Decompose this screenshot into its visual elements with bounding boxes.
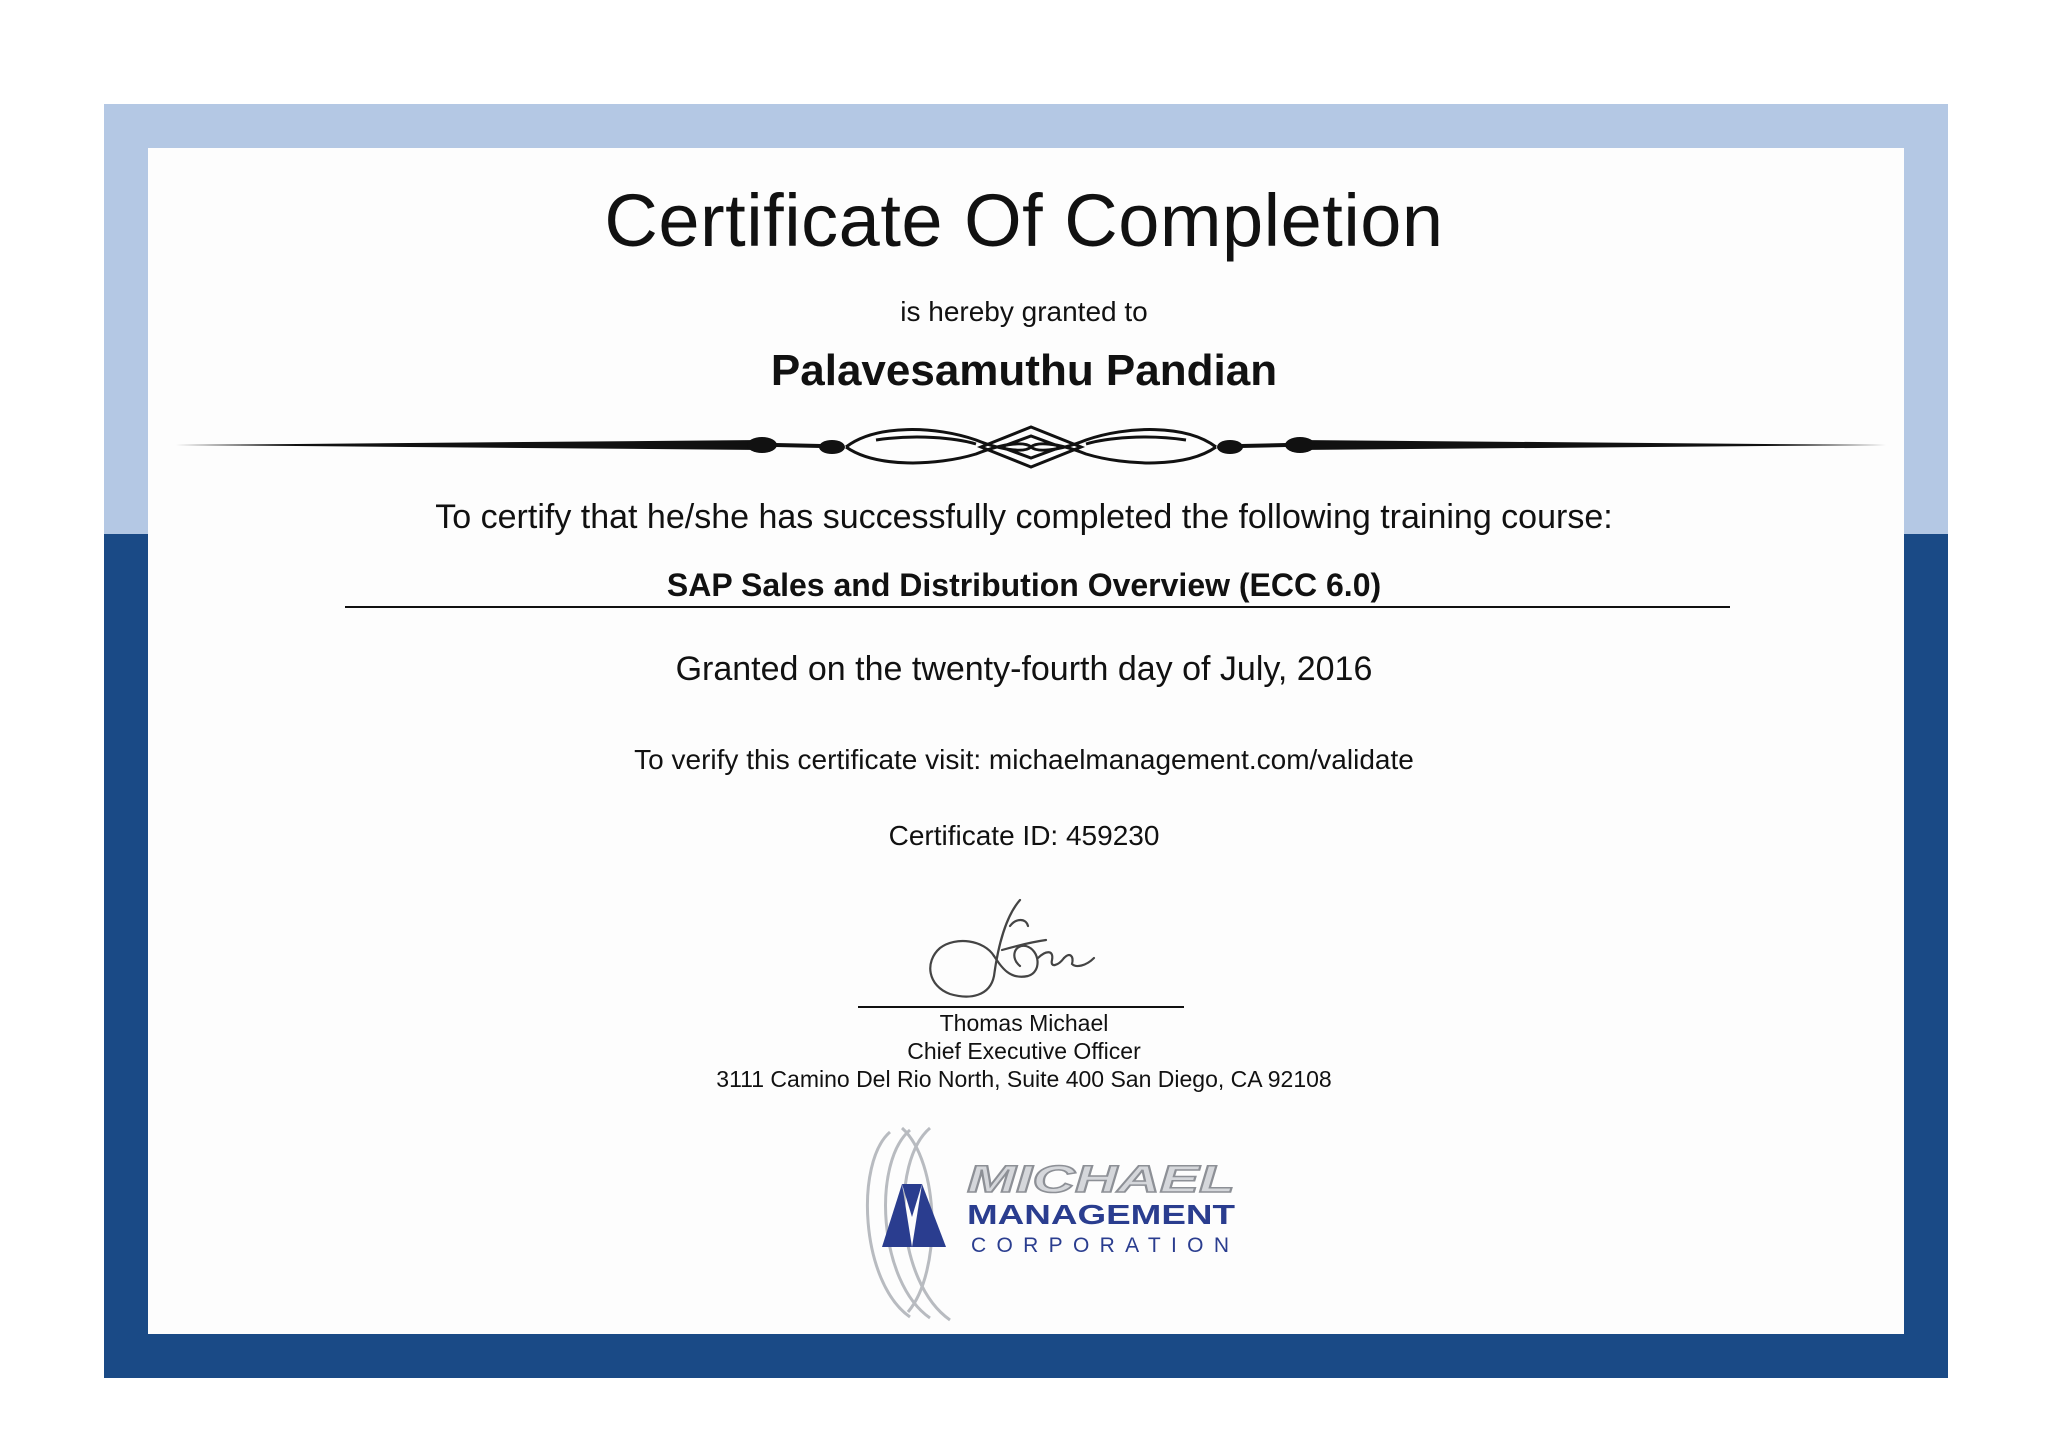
logo-line-3: CORPORATION <box>971 1234 1229 1257</box>
certificate-title: Certificate Of Completion <box>604 179 1444 262</box>
certify-statement: To certify that he/she has successfully completed the following training course: <box>435 498 1613 536</box>
company-address: 3111 Camino Del Rio North, Suite 400 San Diego, CA 92108 <box>716 1066 1332 1092</box>
handwritten-signature <box>910 896 1130 1006</box>
course-underline <box>345 606 1730 608</box>
signature-line <box>858 1006 1184 1008</box>
certificate-id: Certificate ID: 459230 <box>888 820 1160 851</box>
company-logo <box>850 1122 1280 1322</box>
logo-line-2: MANAGEMENT <box>967 1199 1235 1230</box>
recipient-name: Palavesamuthu Pandian <box>770 346 1278 395</box>
course-title: SAP Sales and Distribution Overview (ECC 6.0) <box>666 567 1382 603</box>
logo-line-1: MICHAEL <box>967 1159 1235 1201</box>
ornamental-divider <box>176 420 1886 474</box>
signatory-name: Thomas Michael <box>939 1010 1109 1036</box>
signatory-title: Chief Executive Officer <box>907 1038 1141 1064</box>
granted-date: Granted on the twenty-fourth day of July, 2016 <box>675 650 1373 688</box>
granted-to-label: is hereby granted to <box>900 296 1148 327</box>
verify-instructions: To verify this certificate visit: michaelmanagement.com/validate <box>634 744 1414 775</box>
